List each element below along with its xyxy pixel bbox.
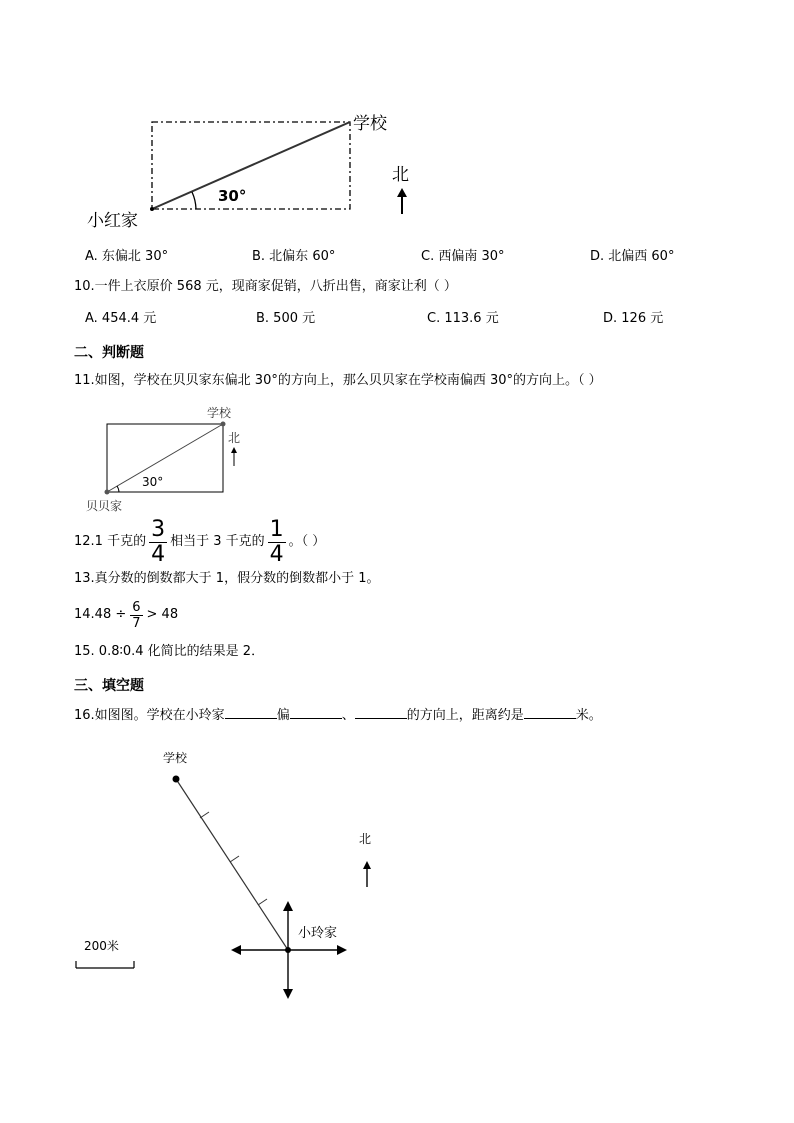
q11-direction-figure [80,402,270,514]
q16-part-3: 、 [341,708,355,723]
q9-option-a[interactable]: A. 东偏北 30° [85,249,169,264]
q12-suffix: 。（ ） [288,534,326,549]
q16-tick-1 [200,812,209,818]
q16-direction-line [176,779,288,950]
q12-prefix: 12.1 千克的 [74,534,147,549]
q16-part-2: 偏 [276,708,290,723]
q16-school-point [173,776,180,783]
q9-option-b[interactable]: B. 北偏东 60° [252,249,336,264]
q16-scale-bar [76,961,134,968]
q9-school-label: 学校 [353,114,387,134]
q15-question: 15. 0.8∶0.4 化简比的结果是 2． [74,644,265,659]
q10-option-a[interactable]: A. 454.4 元 [85,311,157,326]
q12-fraction-1 [149,516,167,567]
q10-option-d[interactable]: D. 126 元 [603,311,664,326]
q12-question [74,516,326,567]
q9-angle-label: 30° [218,187,247,205]
q11-home-point [105,490,110,495]
q16-question [74,706,602,724]
q11-home-label: 贝贝家 [86,499,123,513]
q11-school-label: 学校 [207,406,232,420]
q11-direction-line [107,424,223,492]
q16-north-label: 北 [359,832,372,846]
q12-middle: 相当于 3 千克的 [170,534,265,549]
q9-north-label: 北 [392,165,409,185]
q16-blank-4[interactable] [524,706,576,719]
q9-option-c[interactable]: C. 西偏南 30° [421,249,505,264]
section-2-title: 二、判断题 [74,345,144,361]
q9-north-arrow-icon [397,188,407,214]
q9-angle-arc [192,192,196,209]
q10-option-b[interactable]: B. 500 元 [256,311,316,326]
q16-tick-3 [258,899,267,905]
q11-north-arrow-icon [231,447,237,466]
q14-prefix: 14.48 ÷ [74,607,127,622]
q16-blank-3[interactable] [355,706,407,719]
q16-blank-2[interactable] [290,706,342,719]
q12-frac1-numerator: 3 [151,516,166,542]
q11-angle-arc [117,486,119,492]
q16-school-label: 学校 [163,751,188,765]
q16-part-1: 16.如图图。学校在小玲家 [74,708,225,723]
q12-frac1-denominator: 4 [151,541,166,567]
q16-tick-2 [230,856,239,862]
q11-angle-label: 30° [142,475,164,489]
q16-blank-1[interactable] [225,706,277,719]
q11-question: 11.如图，学校在贝贝家东偏北 30°的方向上，那么贝贝家在学校南偏西 30°的方向上。（ ） [74,373,602,388]
q9-direction-line [152,122,350,209]
q16-compass-cross-icon [231,901,347,999]
q10-option-c[interactable]: C. 113.6 元 [427,311,499,326]
q14-question [74,598,178,632]
q9-home-label: 小红家 [87,211,138,231]
q12-fraction-2 [268,516,286,567]
q9-option-d[interactable]: D. 北偏西 60° [590,249,675,264]
q14-fraction [130,601,142,630]
q14-frac-denominator: 7 [132,615,141,631]
q16-part-5: 米。 [575,708,602,723]
q11-school-point [221,422,226,427]
q9-home-point [150,207,154,211]
q12-frac2-numerator: 1 [269,516,284,542]
q9-direction-figure [80,100,420,240]
q12-frac2-denominator: 4 [269,541,284,567]
q14-suffix: > 48 [146,607,179,622]
section-3-title: 三、填空题 [74,678,144,694]
q16-scale-label: 200米 [84,939,119,953]
q16-home-label: 小玲家 [298,926,338,941]
q16-north-arrow-icon [363,861,371,887]
q16-direction-figure [72,740,384,1010]
q10-question: 10.一件上衣原价 568 元，现商家促销，八折出售，商家让利（ ） [74,279,457,294]
q13-question: 13.真分数的倒数都大于 1，假分数的倒数都小于 1。 [74,571,380,586]
q16-part-4: 的方向上，距离约是 [406,708,524,723]
q14-frac-numerator: 6 [132,599,141,615]
q11-north-label: 北 [228,431,241,445]
